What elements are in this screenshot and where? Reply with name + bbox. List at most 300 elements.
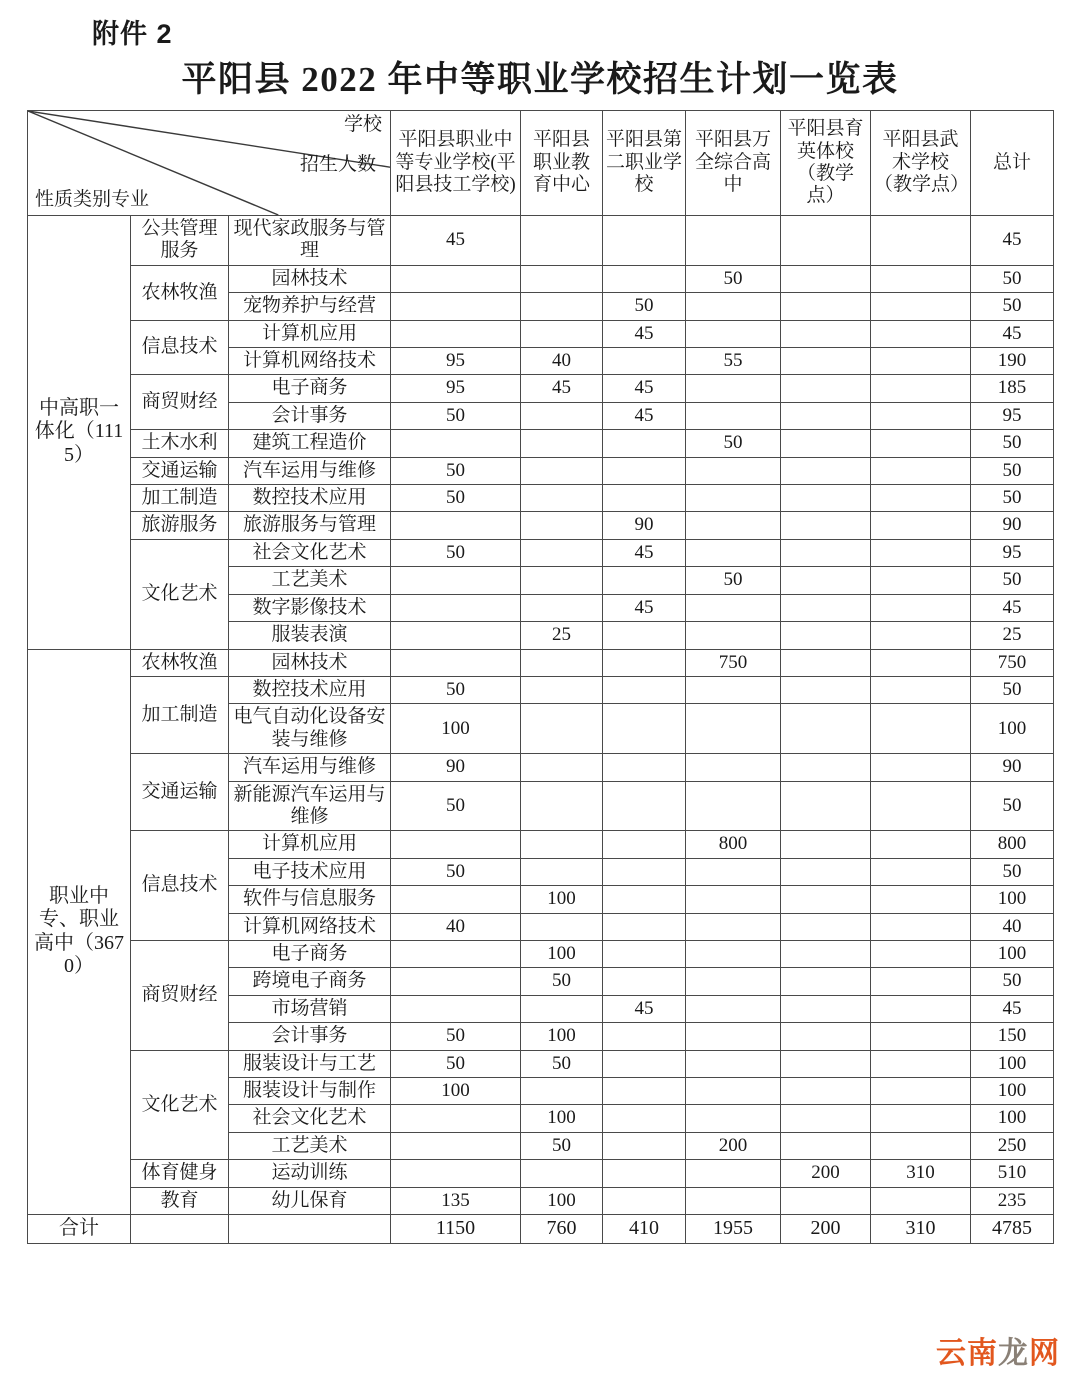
enrollment-value — [603, 676, 686, 703]
enrollment-value — [686, 457, 781, 484]
enrollment-value: 50 — [391, 485, 521, 512]
enrollment-value: 45 — [603, 539, 686, 566]
enrollment-value: 100 — [391, 704, 521, 754]
table-row — [28, 375, 1054, 402]
enrollment-value — [391, 995, 521, 1022]
enrollment-value — [686, 676, 781, 703]
watermark-part-3: 网 — [1029, 1337, 1060, 1370]
major-name: 宠物养护与经营 — [229, 293, 391, 320]
table-row — [28, 1187, 1054, 1214]
category-label: 商贸财经 — [131, 940, 229, 1050]
enrollment-value — [391, 831, 521, 858]
grand-total-value: 1150 — [391, 1215, 521, 1244]
enrollment-value: 40 — [391, 913, 521, 940]
enrollment-value — [781, 512, 871, 539]
enrollment-value — [781, 1187, 871, 1214]
major-name: 服装设计与工艺 — [229, 1050, 391, 1077]
enrollment-value — [871, 320, 971, 347]
enrollment-value — [686, 1050, 781, 1077]
enrollment-value — [391, 886, 521, 913]
enrollment-value — [686, 913, 781, 940]
row-total: 800 — [971, 831, 1054, 858]
enrollment-value — [521, 754, 603, 781]
major-name: 运动训练 — [229, 1160, 391, 1187]
major-name: 数字影像技术 — [229, 594, 391, 621]
row-total: 50 — [971, 485, 1054, 512]
enrollment-value — [391, 1160, 521, 1187]
major-name: 市场营销 — [229, 995, 391, 1022]
category-label: 商贸财经 — [131, 375, 229, 430]
enrollment-value — [781, 995, 871, 1022]
enrollment-value — [521, 216, 603, 266]
row-total: 250 — [971, 1132, 1054, 1159]
major-name: 软件与信息服务 — [229, 886, 391, 913]
major-name: 电子商务 — [229, 940, 391, 967]
enrollment-value — [686, 1105, 781, 1132]
row-total: 45 — [971, 995, 1054, 1022]
enrollment-value — [603, 968, 686, 995]
grand-total-value: 310 — [871, 1215, 971, 1244]
enrollment-value — [781, 216, 871, 266]
enrollment-value — [686, 886, 781, 913]
page-title: 平阳县 2022 年中等职业学校招生计划一览表 — [181, 60, 899, 99]
enrollment-value — [781, 293, 871, 320]
site-watermark — [936, 1328, 1060, 1372]
major-name: 园林技术 — [229, 265, 391, 292]
column-header: 总计 — [971, 111, 1054, 216]
enrollment-value: 45 — [603, 995, 686, 1022]
enrollment-value — [871, 539, 971, 566]
row-total: 50 — [971, 293, 1054, 320]
enrollment-value — [521, 649, 603, 676]
enrollment-value — [781, 430, 871, 457]
major-name: 计算机网络技术 — [229, 913, 391, 940]
category-label: 公共管理服务 — [131, 216, 229, 266]
enrollment-value: 100 — [391, 1078, 521, 1105]
watermark-part-1: 云南 — [936, 1337, 998, 1370]
enrollment-value: 95 — [391, 375, 521, 402]
enrollment-value: 50 — [603, 293, 686, 320]
enrollment-value — [781, 649, 871, 676]
enrollment-value — [603, 649, 686, 676]
enrollment-value — [686, 781, 781, 831]
enrollment-value: 50 — [391, 858, 521, 885]
enrollment-value — [781, 831, 871, 858]
enrollment-value — [871, 1187, 971, 1214]
enrollment-value — [781, 1105, 871, 1132]
enrollment-value — [391, 1132, 521, 1159]
enrollment-value — [871, 858, 971, 885]
enrollment-value — [871, 375, 971, 402]
enrollment-value — [871, 1023, 971, 1050]
enrollment-value — [871, 348, 971, 375]
enrollment-value — [391, 512, 521, 539]
enrollment-value — [781, 968, 871, 995]
enrollment-value — [781, 704, 871, 754]
enrollment-value — [391, 968, 521, 995]
enrollment-value — [391, 1105, 521, 1132]
enrollment-value — [781, 485, 871, 512]
enrollment-value — [871, 940, 971, 967]
enrollment-value: 25 — [521, 622, 603, 649]
enrollment-value: 50 — [686, 567, 781, 594]
column-header: 平阳县万全综合高中 — [686, 111, 781, 216]
enrollment-value — [686, 968, 781, 995]
category-label: 文化艺术 — [131, 539, 229, 649]
enrollment-value — [521, 430, 603, 457]
major-name: 工艺美术 — [229, 1132, 391, 1159]
enrollment-value: 50 — [686, 265, 781, 292]
enrollment-value — [521, 995, 603, 1022]
enrollment-value — [781, 676, 871, 703]
enrollment-value — [871, 622, 971, 649]
enrollment-value — [603, 831, 686, 858]
enrollment-value — [521, 567, 603, 594]
enrollment-value — [871, 265, 971, 292]
row-total: 750 — [971, 649, 1054, 676]
enrollment-value — [781, 913, 871, 940]
grand-total-value: 200 — [781, 1215, 871, 1244]
enrollment-value — [686, 216, 781, 266]
enrollment-value — [391, 594, 521, 621]
enrollment-value — [603, 485, 686, 512]
enrollment-value — [603, 1050, 686, 1077]
grand-total-value: 760 — [521, 1215, 603, 1244]
enrollment-value — [603, 1160, 686, 1187]
major-name: 汽车运用与维修 — [229, 754, 391, 781]
row-total: 50 — [971, 430, 1054, 457]
enrollment-value — [521, 831, 603, 858]
enrollment-value — [781, 622, 871, 649]
enrollment-value — [871, 913, 971, 940]
enrollment-value — [686, 485, 781, 512]
enrollment-value — [781, 886, 871, 913]
major-name: 社会文化艺术 — [229, 1105, 391, 1132]
enrollment-value — [871, 1132, 971, 1159]
enrollment-value — [871, 293, 971, 320]
enrollment-value — [603, 216, 686, 266]
enrollment-value — [391, 622, 521, 649]
column-header: 平阳县职业教育中心 — [521, 111, 603, 216]
enrollment-value — [521, 594, 603, 621]
enrollment-value — [686, 1078, 781, 1105]
enrollment-value — [871, 1078, 971, 1105]
table-row — [28, 754, 1054, 781]
row-total: 190 — [971, 348, 1054, 375]
enrollment-value: 100 — [521, 1105, 603, 1132]
corner-label-enrollment-count: 招生人数 — [300, 154, 377, 175]
row-total: 50 — [971, 676, 1054, 703]
grand-total-value: 410 — [603, 1215, 686, 1244]
group-label: 职业中专、职业高中（3670） — [28, 649, 131, 1215]
enrollment-plan-table — [27, 110, 1054, 1244]
enrollment-value — [781, 402, 871, 429]
enrollment-value — [871, 831, 971, 858]
category-label: 农林牧渔 — [131, 265, 229, 320]
table-row — [28, 676, 1054, 703]
enrollment-value — [871, 995, 971, 1022]
row-total: 45 — [971, 594, 1054, 621]
enrollment-value — [686, 858, 781, 885]
header-corner-cell — [28, 111, 391, 216]
major-name: 电子技术应用 — [229, 858, 391, 885]
enrollment-value: 100 — [521, 940, 603, 967]
category-label: 农林牧渔 — [131, 649, 229, 676]
enrollment-value: 95 — [391, 348, 521, 375]
major-name: 建筑工程造价 — [229, 430, 391, 457]
table-row — [28, 485, 1054, 512]
major-name: 现代家政服务与管理 — [229, 216, 391, 266]
enrollment-value — [603, 858, 686, 885]
enrollment-value — [781, 1050, 871, 1077]
row-total: 50 — [971, 265, 1054, 292]
major-name: 园林技术 — [229, 649, 391, 676]
enrollment-value — [603, 754, 686, 781]
table-row — [28, 940, 1054, 967]
enrollment-value — [603, 1023, 686, 1050]
row-total: 90 — [971, 754, 1054, 781]
category-label: 加工制造 — [131, 485, 229, 512]
table-row — [28, 649, 1054, 676]
row-total: 150 — [971, 1023, 1054, 1050]
enrollment-value — [603, 1078, 686, 1105]
table-row — [28, 831, 1054, 858]
row-total: 50 — [971, 781, 1054, 831]
row-total: 50 — [971, 457, 1054, 484]
category-label: 加工制造 — [131, 676, 229, 753]
enrollment-value: 50 — [521, 1050, 603, 1077]
enrollment-value: 100 — [521, 1023, 603, 1050]
enrollment-value: 50 — [391, 781, 521, 831]
table-row — [28, 320, 1054, 347]
enrollment-value: 50 — [521, 968, 603, 995]
enrollment-value — [781, 594, 871, 621]
category-label: 土木水利 — [131, 430, 229, 457]
corner-label-nature-category-major: 性质类别专业 — [35, 188, 150, 210]
category-label: 信息技术 — [131, 320, 229, 375]
enrollment-value: 45 — [391, 216, 521, 266]
enrollment-value — [521, 676, 603, 703]
enrollment-value: 45 — [603, 402, 686, 429]
enrollment-value — [603, 913, 686, 940]
enrollment-value — [781, 858, 871, 885]
enrollment-value — [781, 1023, 871, 1050]
enrollment-value: 750 — [686, 649, 781, 676]
category-label: 交通运输 — [131, 754, 229, 831]
enrollment-value — [521, 320, 603, 347]
grand-total-label: 合计 — [28, 1215, 131, 1244]
table-row — [28, 216, 1054, 266]
enrollment-value — [781, 567, 871, 594]
enrollment-value — [781, 781, 871, 831]
enrollment-value — [871, 512, 971, 539]
enrollment-value — [391, 293, 521, 320]
table-row — [28, 512, 1054, 539]
enrollment-value — [781, 375, 871, 402]
enrollment-value — [603, 430, 686, 457]
enrollment-value — [391, 649, 521, 676]
grand-total-row — [28, 1215, 1054, 1244]
enrollment-value: 135 — [391, 1187, 521, 1214]
enrollment-value — [871, 430, 971, 457]
enrollment-value — [781, 265, 871, 292]
category-label: 文化艺术 — [131, 1050, 229, 1160]
enrollment-value: 310 — [871, 1160, 971, 1187]
table-row — [28, 265, 1054, 292]
row-total: 100 — [971, 1078, 1054, 1105]
column-header: 平阳县第二职业学校 — [603, 111, 686, 216]
column-header: 平阳县职业中等专业学校(平阳县技工学校) — [391, 111, 521, 216]
enrollment-value — [871, 886, 971, 913]
table-row — [28, 1160, 1054, 1187]
major-name: 会计事务 — [229, 402, 391, 429]
enrollment-value — [603, 622, 686, 649]
enrollment-value — [521, 457, 603, 484]
grand-total-empty-category — [131, 1215, 229, 1244]
grand-total-sum: 4785 — [971, 1215, 1054, 1244]
category-label: 信息技术 — [131, 831, 229, 941]
enrollment-value: 50 — [686, 430, 781, 457]
table-row — [28, 1050, 1054, 1077]
enrollment-value — [391, 265, 521, 292]
enrollment-value — [686, 1160, 781, 1187]
enrollment-value — [781, 940, 871, 967]
major-name: 会计事务 — [229, 1023, 391, 1050]
enrollment-value — [781, 539, 871, 566]
enrollment-value: 50 — [391, 402, 521, 429]
enrollment-value — [521, 1078, 603, 1105]
enrollment-value: 50 — [391, 539, 521, 566]
enrollment-value — [603, 348, 686, 375]
enrollment-value — [603, 457, 686, 484]
row-total: 510 — [971, 1160, 1054, 1187]
major-name: 电气自动化设备安装与维修 — [229, 704, 391, 754]
enrollment-value — [391, 320, 521, 347]
enrollment-value — [686, 512, 781, 539]
enrollment-value — [521, 512, 603, 539]
enrollment-value — [781, 1078, 871, 1105]
row-total: 40 — [971, 913, 1054, 940]
major-name: 新能源汽车运用与维修 — [229, 781, 391, 831]
major-name: 电子商务 — [229, 375, 391, 402]
enrollment-value — [391, 430, 521, 457]
enrollment-value — [521, 704, 603, 754]
enrollment-value — [521, 485, 603, 512]
enrollment-value — [686, 622, 781, 649]
enrollment-value — [871, 781, 971, 831]
major-name: 计算机应用 — [229, 831, 391, 858]
enrollment-value — [686, 1187, 781, 1214]
enrollment-value: 45 — [603, 594, 686, 621]
enrollment-value — [521, 858, 603, 885]
major-name: 数控技术应用 — [229, 676, 391, 703]
enrollment-value — [871, 485, 971, 512]
enrollment-value — [686, 995, 781, 1022]
enrollment-value — [686, 539, 781, 566]
column-header: 平阳县育英体校（教学点） — [781, 111, 871, 216]
row-total: 50 — [971, 858, 1054, 885]
major-name: 汽车运用与维修 — [229, 457, 391, 484]
enrollment-value — [603, 1105, 686, 1132]
major-name: 计算机应用 — [229, 320, 391, 347]
enrollment-value: 50 — [391, 1023, 521, 1050]
enrollment-value — [686, 402, 781, 429]
enrollment-value — [871, 1050, 971, 1077]
enrollment-value: 800 — [686, 831, 781, 858]
enrollment-value — [686, 375, 781, 402]
enrollment-value — [686, 940, 781, 967]
major-name: 幼儿保育 — [229, 1187, 391, 1214]
column-header: 平阳县武术学校（教学点） — [871, 111, 971, 216]
enrollment-value — [871, 754, 971, 781]
row-total: 100 — [971, 1105, 1054, 1132]
enrollment-value — [521, 539, 603, 566]
category-label: 教育 — [131, 1187, 229, 1214]
table-row — [28, 457, 1054, 484]
group-label: 中高职一体化（1115） — [28, 216, 131, 650]
enrollment-value: 45 — [603, 320, 686, 347]
enrollment-value: 100 — [521, 1187, 603, 1214]
row-total: 100 — [971, 1050, 1054, 1077]
major-name: 数控技术应用 — [229, 485, 391, 512]
enrollment-value — [871, 594, 971, 621]
row-total: 95 — [971, 539, 1054, 566]
enrollment-value: 90 — [391, 754, 521, 781]
table-row — [28, 430, 1054, 457]
enrollment-value — [603, 940, 686, 967]
enrollment-value — [521, 913, 603, 940]
row-total: 45 — [971, 216, 1054, 266]
enrollment-value — [871, 968, 971, 995]
category-label: 体育健身 — [131, 1160, 229, 1187]
row-total: 50 — [971, 968, 1054, 995]
enrollment-value — [686, 754, 781, 781]
enrollment-value — [686, 320, 781, 347]
enrollment-value — [871, 402, 971, 429]
enrollment-value — [521, 402, 603, 429]
enrollment-value — [781, 457, 871, 484]
enrollment-plan-table-wrapper — [27, 110, 1053, 1244]
enrollment-value — [781, 348, 871, 375]
enrollment-value: 45 — [603, 375, 686, 402]
enrollment-value — [871, 567, 971, 594]
enrollment-value: 200 — [781, 1160, 871, 1187]
enrollment-value: 50 — [391, 676, 521, 703]
enrollment-value — [391, 940, 521, 967]
enrollment-value — [391, 567, 521, 594]
row-total: 95 — [971, 402, 1054, 429]
watermark-part-2: 龙 — [998, 1337, 1029, 1370]
enrollment-value — [521, 265, 603, 292]
enrollment-value — [603, 1132, 686, 1159]
enrollment-value: 50 — [521, 1132, 603, 1159]
row-total: 185 — [971, 375, 1054, 402]
attachment-label: 附件 2 — [92, 19, 173, 49]
enrollment-value — [871, 1105, 971, 1132]
enrollment-value — [603, 886, 686, 913]
enrollment-value — [603, 567, 686, 594]
major-name: 计算机网络技术 — [229, 348, 391, 375]
enrollment-value — [521, 293, 603, 320]
enrollment-value — [871, 676, 971, 703]
category-label: 交通运输 — [131, 457, 229, 484]
enrollment-value — [781, 1132, 871, 1159]
enrollment-value: 55 — [686, 348, 781, 375]
enrollment-value — [603, 265, 686, 292]
enrollment-value — [686, 594, 781, 621]
enrollment-value — [521, 1160, 603, 1187]
row-total: 100 — [971, 940, 1054, 967]
